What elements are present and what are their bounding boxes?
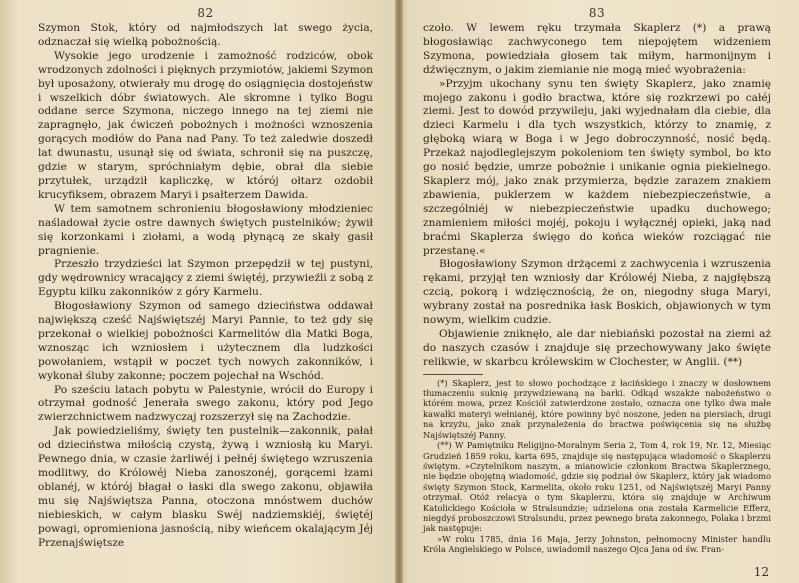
left-page xyxy=(0,0,399,583)
paragraph: »Przyjm ukochany synu ten święty Skaplerz, jako znamię mojego zakonu i godło bractwa, które się rozkrzewi po całéj ziemi. Jest to dowód przywileju, jaki wyjednałam dla ciebie, dla dzieci Karmelu i dla tych wszystkich, którzy to znamię, z głęboką wiarą w Boga i w Jego dobroczynność, nosić będą. Przekaż najodleglejszym pokoleniom ten święty symbol, bo kto go nosić będzie, umrze pobożnie i unikanie ognia piekielnego. Skaplerz mój, jako znak przymierza, będzie zarazem znakiem zbawienia, puklerzem w każdem niebezpieczeństwie, a szczególniéj w niebezpieczeństwie upadku duchowego; znamieniem miłości mojéj, pokoju i wyłącznéj opieki, jaką nad braćmi Skaplerza święgo do końca wieków rozciągać nie przestanę.« xyxy=(423,77,771,257)
footnote: »W roku 1785, dnia 16 Maja, Jerzy Johnston, pełnomocny Minister handlu Króla Angielskiego w Polsce, uwiadomił naszego Ojca Jana od św. Fran- xyxy=(423,533,771,555)
signature-mark: 12 xyxy=(753,565,769,579)
paragraph: W tem samotnem schronieniu błogosławiony młodzieniec naśladował życie ostre dawnych świętych pustelników; żywił się korzonkami i ziołami, a wodą płynącą ze skały gasił pragnienie. xyxy=(38,202,373,257)
paragraph: Wysokie jego urodzenie i zamożność rodziców, obok wrodzonych zdolności i pięknych przymiotów, jakiemi Szymon był uposażony, otwierały mu drogę do osiągnięcia dostojeństw i wszelkich dóbr światowych. Ale skromne i tylko Bogu oddane serce Szymona, niczego innego na tej ziemi nie zapragnęło, jak ćwiczeń pobożnych i możności wznoszenia gorących modłów do Pana nad Pany. To też zaledwie doszedł lat dwunastu, usunął się od świata, schronił się na puszczę, gdzie w starym, spróchniałym dębie, obrał dla siebie przytułek, urządził kapliczkę, w którój ołtarz ozdobił krucyfiksem, obrazem Maryi i psałterzem Dawida. xyxy=(38,49,373,201)
page-number: 83 xyxy=(588,6,606,20)
paragraph: Błogosławiony Szymon od samego dzieciństwa oddawał największą cześć Najświętszéj Maryi Pannie, to też gdy się przekonał o wielkiej pobożności Karmelitów dla Matki Boga, wznosząc ich wzniosłem i użytecznem dla ludzkości powołaniem, wstąpił w poczet tych nowych zakonników, i wykonał śluby zakonne; poczem pojechał na Wschód. xyxy=(38,300,373,382)
footnote: (**) W Pamiętniku Religijno-Moralnym Seria 2, Tom 4, rok 19, Nr. 12, Miesiąc Grudzień 1859 roku, karta 695, znajduje się następująca wiadomość o Skaplerzu świętym. »Czytelnikom naszym, a mianowicie członkom Bractwa Skaplerznego, nie będzie obojętną wiadomość, gdzie się podział ów Skaplerz, który jak wiadomo święty Szymon Stock, Karmelita, około roku 1251, od Najświętszéj Maryi Panny otrzymał. Otóż relacya o tym Skaplerzu, która się znajduje w Archiwum Katolickiego Kościoła w Stralsundzie; udzielona ona została Karmelicie Efferz, niegdyś proboszczowi Stralsundu, przez pewnego brata zakonnego, Polaka i brzmi jak następuje: xyxy=(423,440,771,534)
footnote: (*) Skaplerz, jest to słowo pochodzące z łacińskiego i znaczy w dosłownem tłumaczeniu suknię przywdziewaną na barki. Odkąd wszakże nabożeństwo o którém mowa, przez Kościół zatwierdzone zostało, oznacza one tylko dwa małe kawałki materyi wełnianéj, które powinny być noszone, jeden na piersiach, drugi na krzyżu, jako znak przynależenia do bractwa poświęcenia się na służbę Najświętszéj Panny. xyxy=(423,377,771,440)
paragraph: Po sześciu latach pobytu w Palestynie, wrócił do Europy i otrzymał godność Jenerała swego zakonu, który pod Jego zwierzchnictwem nadzwyczaj rozszerzył się na Zachodzie. xyxy=(38,383,373,424)
paragraph: Jak powiedzieliśmy, święty ten pustelnik—zakonnik, pałał od dzieciństwa miłością czystą, żywą i wzniosłą ku Maryi. Pewnego dnia, w czasie żarliwéj i pełnéj świętego wzruszenia modlitwy, do Królowéj Nieba zanoszonéj, gorącemi łzami oblanéj, w którój błagał o łaski dla swego zakonu, objawiła mu się Najświętsza Panna, otoczona mnóstwem duchów niebieskich, w całym blasku Swéj nadziemskiéj, świętéj powagi, opromieniona jasnością, niby wieńcem okalającym Jéj Przenajświętsze xyxy=(38,425,373,549)
paragraph: Objawienie zniknęło, ale dar niebiański pozostał na ziemi aż do naszych czasów i znajduje się przechowywany jako święte relikwie, w skarbcu królewskim w Clochester, w Anglii. (**) xyxy=(423,327,771,368)
paragraph: Szymon Stok, który od najmłodszych lat swego życia, odznaczał się wielką pobożnością. xyxy=(38,22,373,48)
right-page xyxy=(399,0,799,583)
book-gutter xyxy=(395,0,403,583)
page-number: 82 xyxy=(197,6,214,20)
paragraph: czoło. W lewem ręku trzymała Skaplerz (*) a prawą błogosławiąc zachwyconego tem niepojętem widzeniem Szymona, powiedziała głosem tak miłym, harmonijnym i dźwięcznym, o jakim ziemianie nie mogą mieć wyobrażenia: xyxy=(423,22,771,76)
paragraph: Błogosławiony Szymon drżącemi z zachwycenia i wzruszenia rękami, przyjął ten wzniosły dar Królowéj Nieba, z najgłębszą czcią, pokorą i wdzięcznością, że on, niegodny sługa Maryi, wybrany został na posrednika łask Boskich, objawionych w tym nowym, wielkim cudzie. xyxy=(423,258,771,327)
paragraph: Przeszło trzydzieści lat Szymon przepędził w tej pustyni, gdy wędrownicy wracający z ziemi świętéj, przywieźli z sobą z Egyptu kilku zakonników z góry Karmelu. xyxy=(38,258,373,299)
footnote-divider xyxy=(423,374,483,375)
